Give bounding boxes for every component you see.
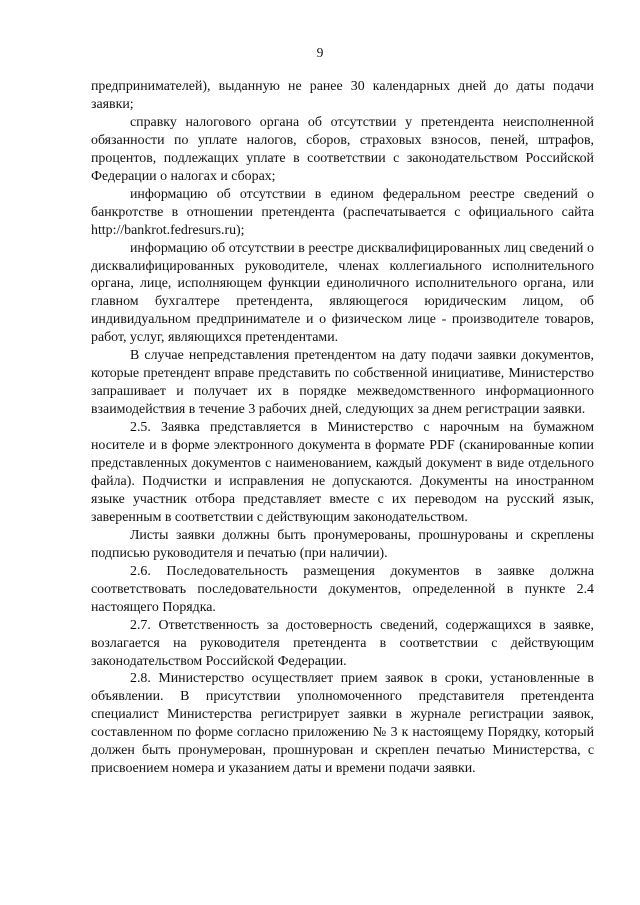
- paragraph-continuation: предпринимателей), выданную не ранее 30 календарных дней до даты подачи заявки;: [91, 79, 594, 112]
- paragraph-tax-certificate: справку налогового органа об отсутствии у претендента неисполненной обязанности по уплате налогов, сборов, страховых взносов, пеней, штрафов, процентов, подлежащих уплате в соответствии с законодательством Российской Федерации о налогах и сборах;: [91, 114, 594, 184]
- document-body: [91, 78, 594, 778]
- paragraph-sheets: Листы заявки должны быть пронумерованы, прошнурованы и скреплены подписью руководителя и печатью (при наличии).: [91, 527, 594, 561]
- paragraph-2-6: 2.6. Последовательность размещения документов в заявке должна соответствовать последовательности документов, определенной в пункте 2.4 настоящего Порядка.: [91, 563, 594, 615]
- paragraph-2-7: 2.7. Ответственность за достоверность сведений, содержащихся в заявке, возлагается на руководителя претендента в соответствии с действующим законодательством Российской Федерации.: [91, 617, 594, 669]
- paragraph-2-8: 2.8. Министерство осуществляет прием заявок в сроки, установленные в объявлении. В присутствии уполномоченного представителя претендента специалист Министерства регистрирует заявки в журнале регистрации заявок, составленном по форме согласно приложению № 3 к настоящему Порядку, который должен быть пронумерован, прошнурован и скреплен печатью Министерства, с присвоением номера и указанием даты и времени подачи заявки.: [91, 671, 594, 777]
- paragraph-disqualification-info: информацию об отсутствии в реестре дисквалифицированных лиц сведений о дисквалифицированных руководителе, членах коллегиального исполнительного органа, лице, исполняющем функции единоличного исполнительного органа, или главном бухгалтере претендента, являющегося юридическим лицом, об индивидуальном предпринимателе и о физическом лице - производителе товаров, работ, услуг, являющихся претендентами.: [91, 240, 594, 346]
- paragraph-2-5: 2.5. Заявка представляется в Министерство с нарочным на бумажном носителе и в форме электронного документа в формате PDF (сканированные копии представленных документов с наименованием, каждый документ в виде отдельного файла). Подчистки и исправления не допускаются. Документы на иностранном языке участник отбора представляет вместе с их переводом на русский язык, заверенным в соответствии с действующим законодательством.: [91, 420, 594, 525]
- page-number: 9: [316, 45, 324, 60]
- paragraph-non-submission: В случае непредставления претендентом на дату подачи заявки документов, которые претендент вправе представить по собственной инициативе, Министерство запрашивает и получает их в порядке межведомственного информационного взаимодействия в течение 3 рабочих дней, следующих за днем регистрации заявки.: [91, 348, 594, 418]
- paragraph-bankruptcy-info: информацию об отсутствии в едином федеральном реестре сведений о банкротстве в отношении претендента (распечатывается с официального сайта http://bankrot.fedresurs.ru);: [91, 186, 594, 238]
